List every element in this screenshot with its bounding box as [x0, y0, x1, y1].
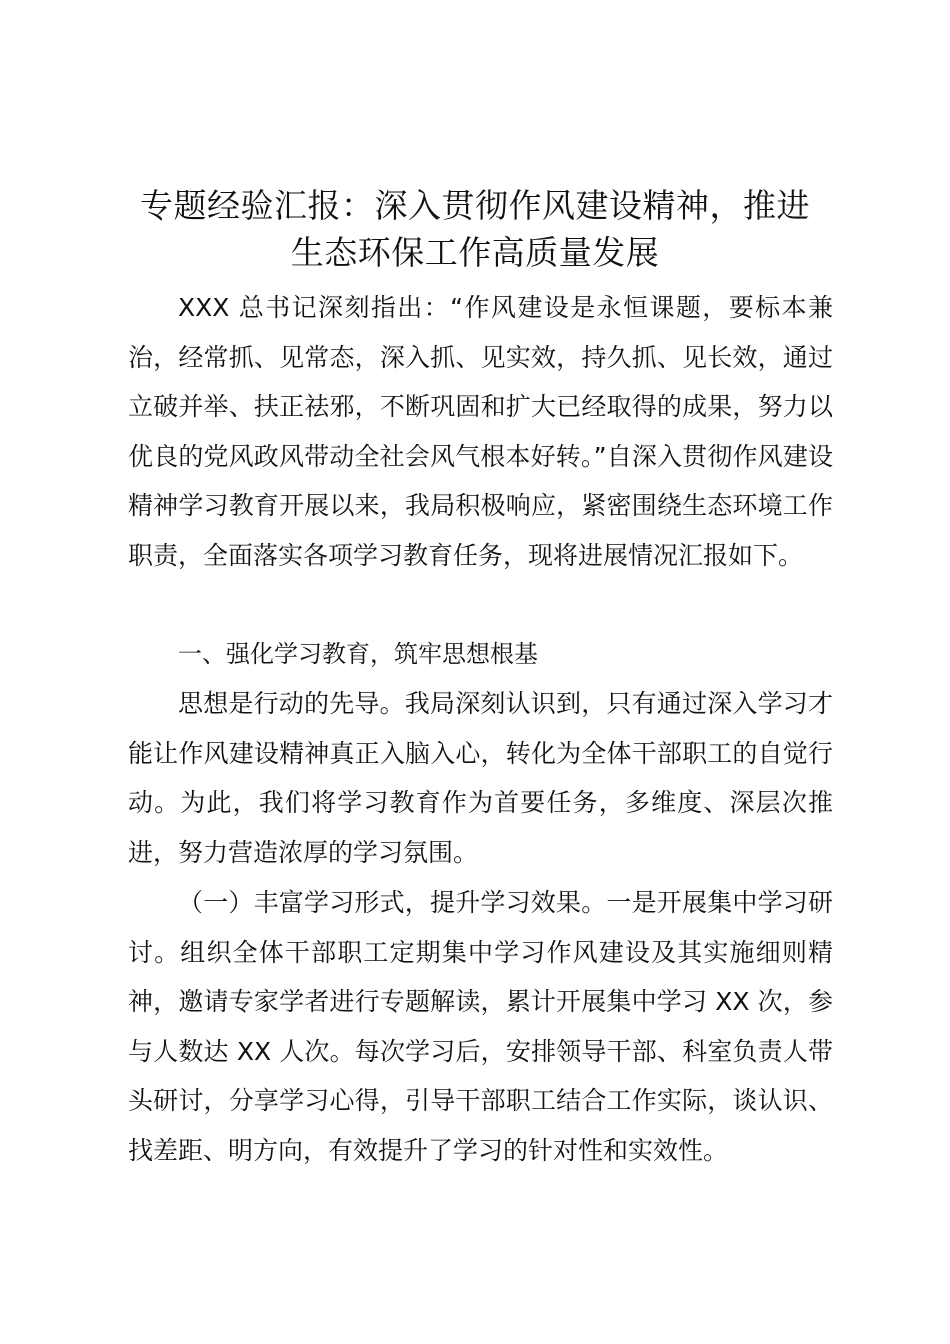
section-1-paragraph: 思想是行动的先导。我局深刻认识到，只有通过深入学习才能让作风建设精神真正入脑入心，转化为全体干部职工的自觉行动。为此，我们将学习教育作为首要任务，多维度、深层次推进，努力营造浓厚的学习氛围。 [128, 689, 833, 867]
document-title-line-1: 专题经验汇报：深入贯彻作风建设精神，推进 [140, 186, 810, 225]
subsection-1-paragraph: （一）丰富学习形式，提升学习效果。一是开展集中学习研讨。组织全体干部职工定期集中学习作风建设及其实施细则精神，邀请专家学者进行专题解读，累计开展集中学习 XX 次，参与人数达 XX 人次。每次学习后，安排领导干部、科室负责人带头研讨，分享学习心得，引导干部职工结合工作实际，谈认识、找差距、明方向，有效提升了学习的针对性和实效性。 [128, 888, 833, 1165]
intro-paragraph: XXX 总书记深刻指出：“作风建设是永恒课题，要标本兼治，经常抓、见常态，深入抓、见实效，持久抓、见长效，通过立破并举、扶正祛邪，不断巩固和扩大已经取得的成果，努力以优良的党风政风带动全社会风气根本好转。”自深入贯彻作风建设精神学习教育开展以来，我局积极响应，紧密围绕生态环境工作职责，全面落实各项学习教育任务，现将进展情况汇报如下。 [128, 293, 833, 570]
section-heading-1: 一、强化学习教育，筑牢思想根基 [178, 640, 538, 668]
document-title-line-2: 生态环保工作高质量发展 [290, 233, 660, 272]
